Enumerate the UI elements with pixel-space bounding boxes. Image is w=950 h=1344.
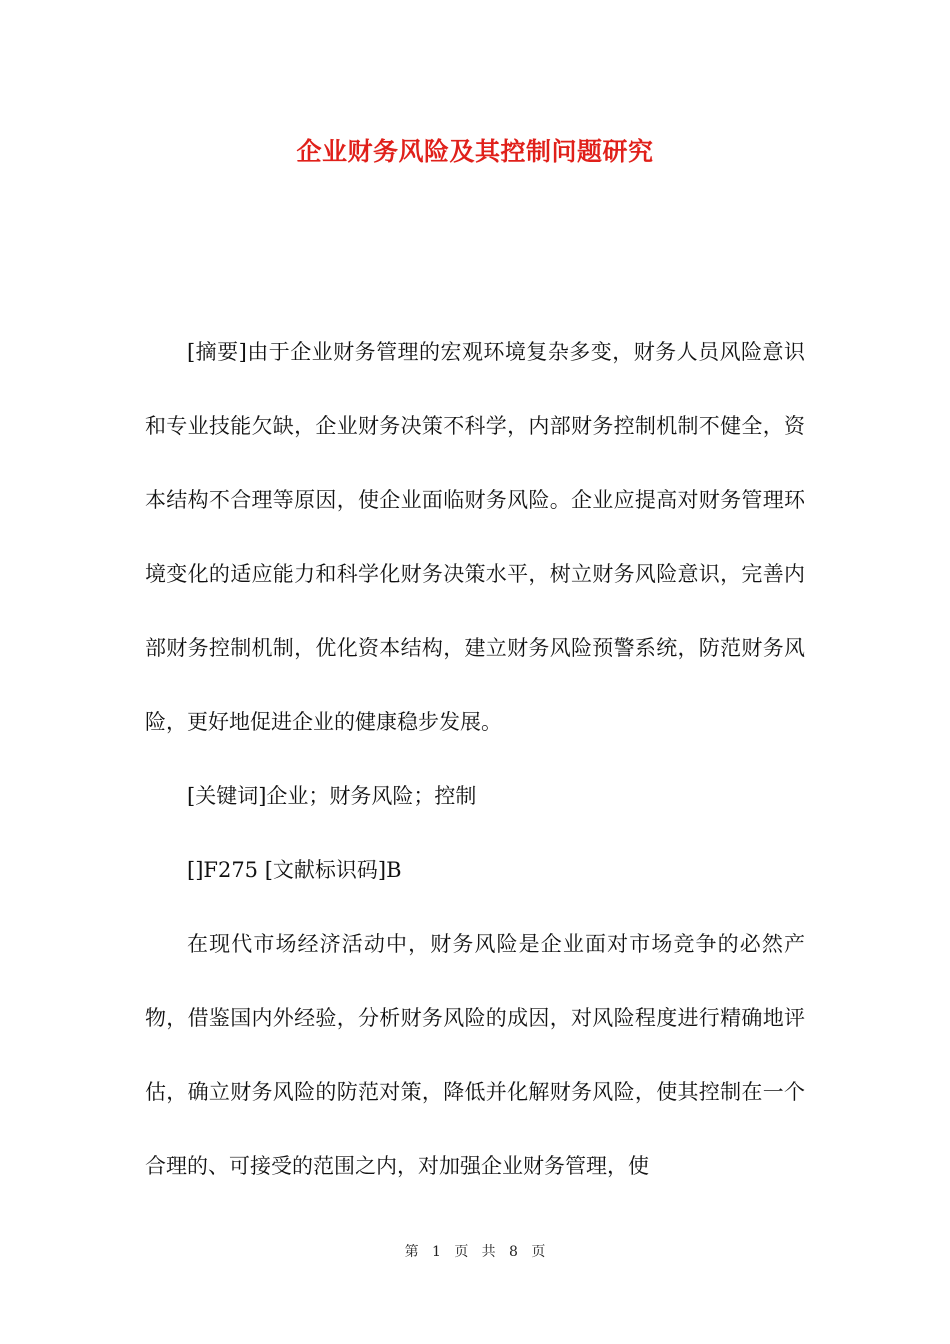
footer-total-unit: 页	[531, 1244, 546, 1260]
footer-total-pages: 8	[509, 1244, 518, 1260]
intro-paragraph: 在现代市场经济活动中，财务风险是企业面对市场竞争的必然产物，借鉴国内外经验，分析财务风险的成因，对风险程度进行精确地评估，确立财务风险的防范对策，降低并化解财务风险，使其控制在一个合理的、可接受的范围之内，对加强企业财务管理，使	[145, 932, 805, 1178]
footer-prefix: 第	[404, 1244, 419, 1260]
keywords-paragraph: [关键词]企业；财务风险；控制	[187, 784, 477, 808]
footer-total-prefix: 共	[481, 1244, 496, 1260]
footer-current-page: 1	[432, 1244, 441, 1260]
abstract-paragraph: [摘要]由于企业财务管理的宏观环境复杂多变，财务人员风险意识和专业技能欠缺，企业财务决策不科学，内部财务控制机制不健全，资本结构不合理等原因，使企业面临财务风险。企业应提高对财务管理环境变化的适应能力和科学化财务决策水平，树立财务风险意识，完善内部财务控制机制，优化资本结构，建立财务风险预警系统，防范财务风险，更好地促进企业的健康稳步发展。	[145, 340, 805, 734]
classification-paragraph: []F275 [文献标识码]B	[187, 858, 402, 882]
document-body	[145, 315, 805, 1203]
page-title: 企业财务风险及其控制问题研究	[296, 137, 654, 166]
page-footer	[0, 1242, 950, 1262]
footer-page-unit: 页	[454, 1244, 469, 1260]
